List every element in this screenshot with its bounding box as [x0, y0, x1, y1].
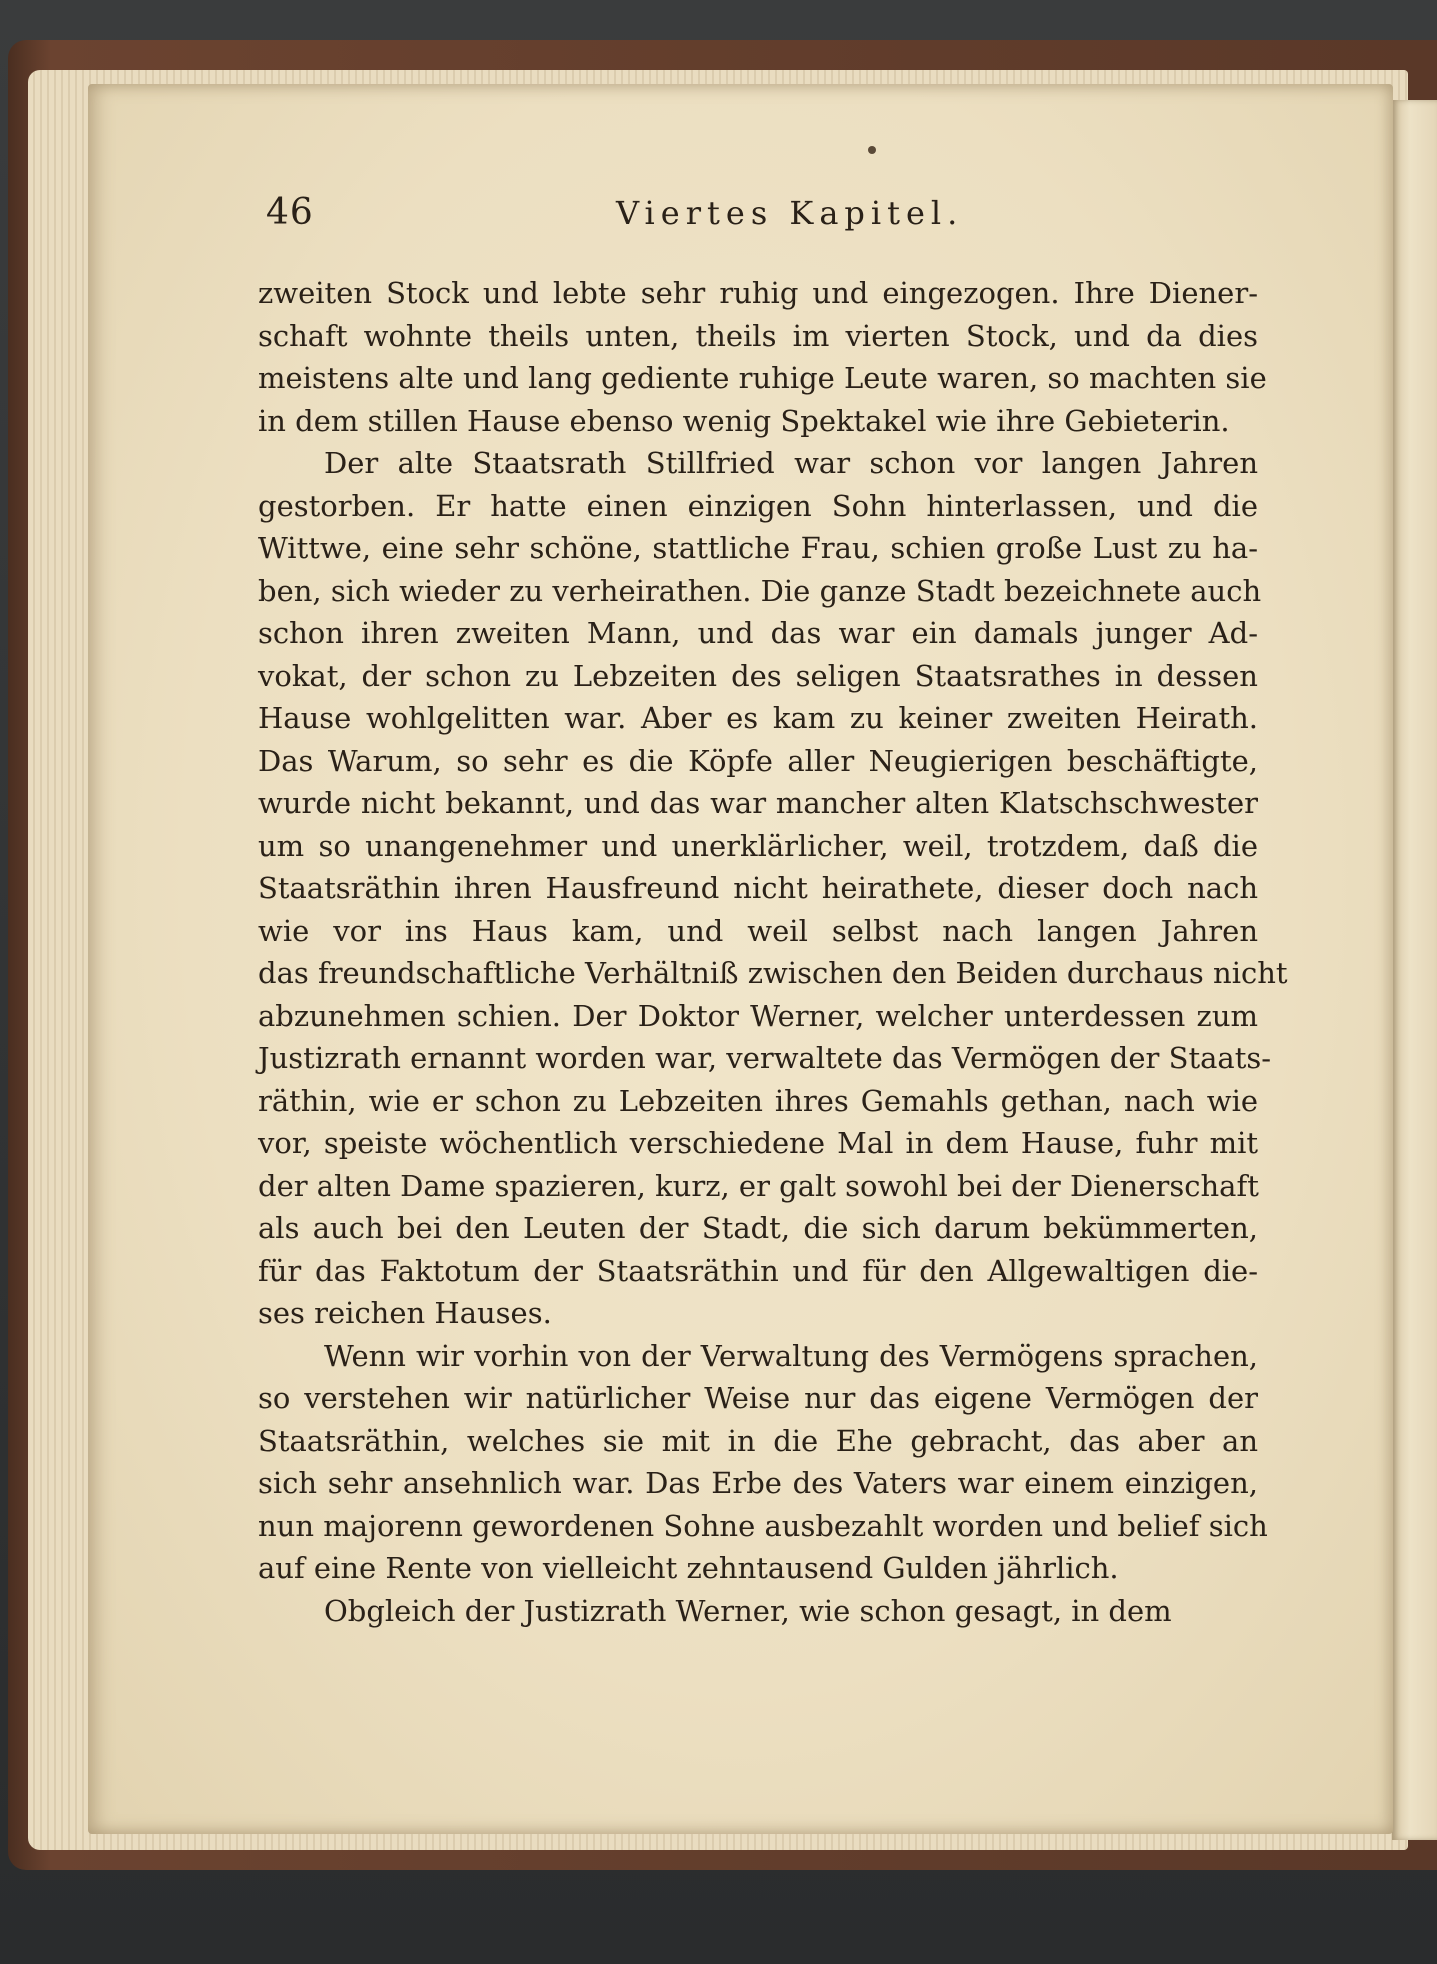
text-line: Staatsräthin ihren Hausfreund nicht heirathete, dieser doch nach [258, 871, 1258, 905]
text-line: zweiten Stock und lebte sehr ruhig und eingezogen. Ihre Diener- [258, 276, 1258, 310]
text-line: Das Warum, so sehr es die Köpfe aller Neugierigen beschäftigte, [258, 743, 1258, 778]
text-line: wurde nicht bekannt, und das war mancher alten Klatschschwester [258, 786, 1258, 820]
text-line: um so unangenehmer und unerklärlicher, weil, trotzdem, daß die [258, 828, 1258, 863]
text-line: für das Faktotum der Staatsräthin und für den Allgewaltigen die- [258, 1253, 1258, 1288]
page-number: 46 [266, 192, 314, 233]
text-line: gestorben. Er hatte einen einzigen Sohn hinterlassen, und die [258, 488, 1258, 523]
text-line: wie vor ins Haus kam, und weil selbst nach langen Jahren [258, 913, 1258, 948]
text-line: Staatsräthin, welches sie mit in die Ehe gebracht, das aber an [258, 1423, 1258, 1458]
text-line: Justizrath ernannt worden war, verwaltete das Vermögen der Staats- [258, 1041, 1272, 1075]
text-line: Hause wohlgelitten war. Aber es kam zu keiner zweiten Heirath. [258, 701, 1258, 735]
text-line: abzunehmen schien. Der Doktor Werner, welcher unterdessen zum [258, 998, 1258, 1033]
text-line: nun majorenn gewordenen Sohne ausbezahlt worden und belief sich [258, 1508, 1268, 1543]
paper-speck [868, 146, 876, 154]
text-line: Der alte Staatsrath Stillfried war schon vor langen Jahren [324, 446, 1258, 480]
text-line: als auch bei den Leuten der Stadt, die sich darum bekümmerten, [258, 1211, 1258, 1245]
text-line: schaft wohnte theils unten, theils im vierten Stock, und da dies [258, 318, 1258, 353]
text-line: sich sehr ansehnlich war. Das Erbe des Vaters war einem einzigen, [258, 1466, 1258, 1500]
text-line: vokat, der schon zu Lebzeiten des seligen Staatsrathes in dessen [258, 658, 1258, 693]
text-line: ses reichen Hauses. [258, 1296, 552, 1330]
text-line: Wittwe, eine sehr schöne, stattliche Frau, schien große Lust zu ha- [258, 531, 1258, 565]
running-head: Viertes Kapitel. [616, 194, 964, 232]
text-line: meistens alte und lang gediente ruhige Leute waren, so machten sie [258, 361, 1267, 395]
text-line: das freundschaftliche Verhältniß zwischen den Beiden durchaus nicht [258, 956, 1288, 990]
text-line: so verstehen wir natürlicher Weise nur das eigene Vermögen der [258, 1381, 1258, 1415]
text-line: räthin, wie er schon zu Lebzeiten ihres Gemahls gethan, nach wie [258, 1083, 1258, 1118]
text-line: der alten Dame spazieren, kurz, er galt sowohl bei der Dienerschaft [258, 1168, 1259, 1203]
text-line: vor, speiste wöchentlich verschiedene Mal in dem Hause, fuhr mit [258, 1126, 1258, 1160]
text-line: Wenn wir vorhin von der Verwaltung des Vermögens sprachen, [324, 1338, 1258, 1373]
text-line: in dem stillen Hause ebenso wenig Spektakel wie ihre Gebieterin. [258, 403, 1230, 438]
text-line: schon ihren zweiten Mann, und das war ein damals junger Ad- [258, 616, 1258, 650]
text-line: Obgleich der Justizrath Werner, wie schon gesagt, in dem [324, 1593, 1172, 1628]
body-text [258, 272, 1288, 1632]
page-header [266, 192, 1226, 244]
text-line: ben, sich wieder zu verheirathen. Die ganze Stadt bezeichnete auch [258, 573, 1262, 608]
text-line: auf eine Rente von vielleicht zehntausend Gulden jährlich. [258, 1551, 1119, 1585]
facing-page-edge [1392, 100, 1437, 1840]
